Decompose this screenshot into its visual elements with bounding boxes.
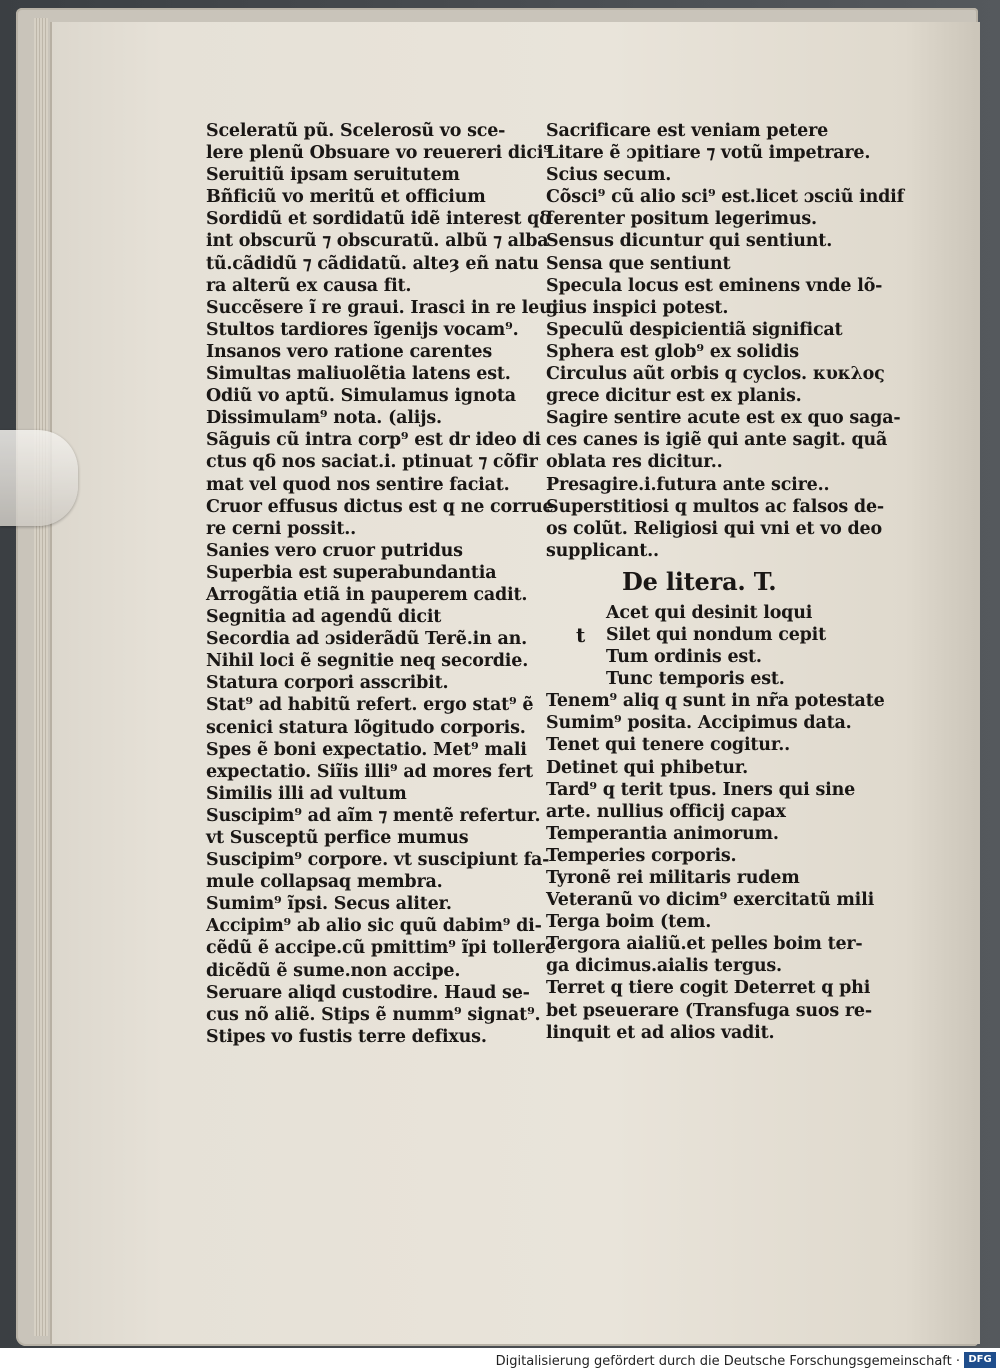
- text-line: Odiũ vo aptũ. Simulamus ignota: [206, 386, 516, 407]
- text-line: bet pseuerare (Transfuga suos re-: [546, 1000, 872, 1021]
- text-line: expectatio. Siĩis illi⁹ ad mores fert: [206, 761, 533, 782]
- text-line: Succẽsere ĩ re graui. Irasci in re leui: [206, 297, 559, 318]
- text-line: Dissimulam⁹ nota. (alijs.: [206, 408, 442, 429]
- text-line: arte. nullius officij capax: [546, 801, 786, 822]
- initial-letter: t: [576, 622, 586, 647]
- text-line: mat vel quod nos sentire faciat.: [206, 474, 510, 495]
- text-line: Tum ordinis est.: [606, 647, 762, 668]
- text-line: Sagire sentire acute est ex quo saga-: [546, 408, 901, 429]
- text-line: Accipim⁹ ab alio sic quũ dabim⁹ di-: [206, 916, 542, 937]
- text-line: Circulus aũt orbis q cyclos. κυκλος: [546, 364, 885, 385]
- text-line: Tard⁹ q terit tpus. Iners qui sine: [546, 779, 856, 800]
- text-line: Acet qui desinit loqui: [606, 602, 813, 623]
- text-line: Sumim⁹ posita. Accipimus data.: [546, 713, 852, 734]
- text-line: Sordidũ et sordidatũ idẽ interest qδ: [206, 209, 551, 230]
- text-line: ferenter positum legerimus.: [546, 209, 817, 230]
- text-line: Superstitiosi q multos ac falsos de-: [546, 496, 884, 517]
- text-line: Statura corpori asscribit.: [206, 673, 449, 694]
- text-line: Stat⁹ ad habitũ refert. ergo stat⁹ ẽ: [206, 695, 534, 716]
- text-line: Sacrificare est veniam petere: [546, 121, 829, 141]
- text-line: Superbia est superabundantia: [206, 562, 497, 583]
- text-line: Bñficiũ vo meritũ et officium: [206, 187, 486, 208]
- text-line: Terret q tiere cogit Deterret q phi: [546, 978, 871, 999]
- text-line: dicẽdũ ẽ sume.non accipe.: [206, 960, 461, 981]
- text-line: oblata res dicitur..: [546, 452, 723, 473]
- text-line: gius inspici potest.: [546, 297, 729, 318]
- text-line: Temperies corporis.: [546, 845, 737, 866]
- text-line: vt Susceptũ perfice mumus: [206, 828, 469, 848]
- text-line: Cõsci⁹ cũ alio sci⁹ est.licet ɔsciũ indif: [546, 187, 904, 208]
- text-line: Sumim⁹ ĩpsi. Secus aliter.: [206, 894, 452, 915]
- text-line: cus nõ aliẽ. Stips ẽ numm⁹ signat⁹.: [206, 1004, 541, 1025]
- text-line: Sceleratũ pũ. Scelerosũ vo sce-: [206, 121, 506, 141]
- text-line: Tyronẽ rei militaris rudem: [546, 868, 800, 888]
- left-text-column: [206, 120, 559, 1048]
- right-column-top: [546, 120, 906, 562]
- text-line: os colũt. Religiosi qui vni et vo deo: [546, 518, 882, 539]
- text-line: Similis illi ad vultum: [206, 783, 407, 804]
- text-line: Tenet qui tenere cogitur..: [546, 735, 791, 756]
- text-line: linquit et ad alios vadit.: [546, 1022, 775, 1043]
- text-line: Simultas maliuolẽtia latens est.: [206, 364, 511, 385]
- text-line: Tenem⁹ aliq q sunt in nr̃a potestate: [546, 691, 885, 712]
- text-line: scenici statura lõgitudo corporis.: [206, 717, 526, 738]
- text-line: Temperantia animorum.: [546, 823, 779, 844]
- dfg-logo: DFG: [964, 1352, 996, 1368]
- footer-text: Digitalisierung gefördert durch die Deutsche Forschungsgemeinschaft ·: [495, 1354, 960, 1369]
- text-line: Spes ẽ boni expectatio. Met⁹ mali: [206, 739, 527, 760]
- text-line: Seruitiũ ipsam seruitutem: [206, 165, 460, 186]
- footer-bar: [0, 1348, 1000, 1372]
- text-line: Detinet qui phibetur.: [546, 757, 749, 778]
- text-line: re cerni possit..: [206, 518, 357, 539]
- initial-block: [546, 602, 906, 690]
- text-line: Sanies vero cruor putridus: [206, 540, 463, 561]
- text-line: Suscipim⁹ ad aĩm ⁊ mentẽ refertur.: [206, 805, 541, 826]
- text-line: supplicant..: [546, 540, 659, 561]
- text-line: Veteranũ vo dicim⁹ exercitatũ mili: [546, 890, 875, 911]
- text-line: Silet qui nondum cepit: [606, 624, 826, 645]
- right-text-column: [546, 120, 906, 1044]
- text-line: Speculũ despicientiã significat: [546, 319, 843, 340]
- text-line: ctus qδ nos saciat.i. ptinuat ⁊ cõfir: [206, 452, 538, 473]
- text-line: Insanos vero ratione carentes: [206, 341, 492, 362]
- text-line: Stultos tardiores ĩgenijs vocam⁹.: [206, 319, 519, 340]
- text-line: Segnitia ad agendũ dicit: [206, 607, 442, 628]
- text-line: Sensa que sentiunt: [546, 253, 731, 274]
- section-heading: De litera. T.: [622, 566, 777, 596]
- text-line: Terga boim (tem.: [546, 912, 712, 933]
- text-line: Sãguis cũ intra corp⁹ est dr ideo di: [206, 430, 541, 451]
- text-line: ra alterũ ex causa fit.: [206, 275, 412, 296]
- text-line: Suscipim⁹ corpore. vt suscipiunt fa-: [206, 850, 550, 871]
- text-line: Sensus dicuntur qui sentiunt.: [546, 231, 833, 252]
- text-line: Seruare aliqd custodire. Haud se-: [206, 982, 530, 1003]
- text-line: Sphera est glob⁹ ex solidis: [546, 341, 799, 362]
- text-line: ces canes is igiẽ qui ante sagit. quã: [546, 430, 888, 451]
- text-line: Specula locus est eminens vnde lõ-: [546, 275, 883, 296]
- text-line: Stipes vo fustis terre defixus.: [206, 1026, 487, 1047]
- text-line: Cruor effusus dictus est q ne corrue: [206, 496, 554, 517]
- page-edges: [34, 18, 48, 1336]
- text-line: tũ.cãdidũ ⁊ cãdidatũ. alteȝ eñ natu: [206, 253, 539, 274]
- text-line: grece dicitur est ex planis.: [546, 386, 802, 407]
- text-line: mule collapsaq membra.: [206, 872, 443, 893]
- right-column-bottom: [546, 690, 906, 1044]
- text-line: lere plenũ Obsuare vo reuereri dici⁹: [206, 143, 551, 164]
- text-line: int obscurũ ⁊ obscuratũ. albũ ⁊ alba: [206, 231, 549, 252]
- page-clip: [0, 430, 78, 526]
- indented-lines: [546, 602, 906, 690]
- text-line: Tergora aialiũ.et pelles boim ter-: [546, 934, 863, 955]
- text-line: Arrogãtia etiã in pauperem cadit.: [206, 584, 528, 605]
- text-line: Nihil loci ẽ segnitie neq secordie.: [206, 651, 529, 672]
- text-line: Tunc temporis est.: [606, 669, 785, 690]
- text-line: Presagire.i.futura ante scire..: [546, 474, 830, 495]
- text-line: ga dicimus.aialis tergus.: [546, 956, 782, 977]
- text-line: Litare ẽ ɔpitiare ⁊ votũ impetrare.: [546, 143, 871, 164]
- text-line: Secordia ad ɔsiderãdũ Terẽ.in an.: [206, 629, 528, 650]
- text-line: Scius secum.: [546, 165, 672, 186]
- text-line: cẽdũ ẽ accipe.cũ pmittim⁹ ĩpi tollere: [206, 938, 556, 959]
